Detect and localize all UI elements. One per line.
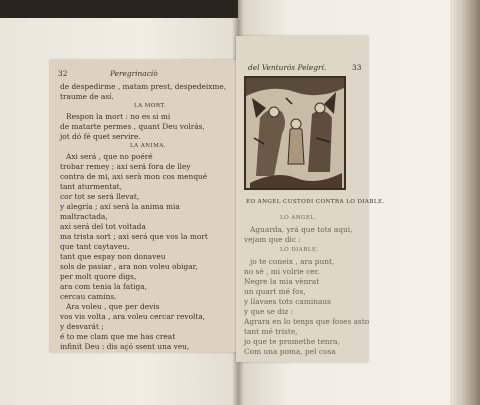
- text-line: infinit Deu : dis açó ssent una veu,: [60, 342, 190, 351]
- text-line: Negre la mia vènrat: [244, 277, 320, 286]
- text-line: que tant caytaveu,: [60, 242, 130, 251]
- text-line: contra de mi, axi serà mon cos menqué: [60, 172, 208, 181]
- text-line: un quart mé fos,: [244, 287, 306, 296]
- text-line: tant aturmentat,: [60, 182, 122, 191]
- page-number: 33: [352, 63, 362, 72]
- text-line: Respon la mort : no es si mi: [66, 112, 171, 121]
- text-line: y desvarát ;: [60, 322, 104, 331]
- text-line: tant que espay non donaveu: [60, 252, 166, 261]
- woodcut-caption: EO ANGEL CUSTODI CONTRA LO DIABLE.: [246, 199, 385, 205]
- text-line: ara com tenia la fatiga,: [60, 282, 147, 291]
- text-line: de despedirme , matam prest, despedeixme,: [60, 82, 227, 91]
- text-line: jo te coneix , ara punt,: [250, 257, 335, 266]
- text-line: axi será del tot voltada: [60, 222, 146, 231]
- text-line: Axi será , que no poéré: [66, 152, 153, 161]
- text-line: de matarte permes , quant Deu volrás,: [60, 122, 205, 131]
- text-line: y alegría ; axí será la anima mia: [60, 202, 180, 211]
- left-facsimile-sheet: [50, 60, 236, 352]
- text-line: y llavaes tots caminaus: [244, 297, 331, 306]
- running-head: del Venturós Pelegrí.: [248, 63, 327, 72]
- text-line: Com una poma, pel cosa: [244, 347, 336, 356]
- speaker-heading: LO DIABLE.: [280, 247, 319, 253]
- text-line: y que se diz :: [244, 307, 294, 316]
- page-edges: [450, 0, 480, 405]
- text-line: Ara voleu , que per devis: [66, 302, 160, 311]
- woodcut-figures: [246, 78, 344, 188]
- text-line: cor tot se será llevat,: [60, 192, 140, 201]
- text-line: jo que te promethe tenra,: [244, 337, 340, 346]
- speaker-heading: LA ANIMA.: [130, 143, 166, 149]
- text-line: cercau camins.: [60, 292, 117, 301]
- text-line: no sé , mi volrie cer.: [244, 267, 320, 276]
- text-line: vos vis volta , ara voleu cercar revolta,: [60, 312, 206, 321]
- text-line: Agrara en lo tenps que foses asto: [244, 317, 370, 326]
- text-line: sols de pasiar , ara non voleu obigar,: [60, 262, 198, 271]
- text-line: per molt quore digs,: [60, 272, 137, 281]
- running-head: Peregrinaciò: [110, 69, 158, 78]
- right-facsimile-sheet: [236, 36, 385, 362]
- text-line: é to me clam que me has creat: [60, 332, 176, 341]
- text-line: Aguarda, yrá que tots aqui,: [250, 225, 353, 234]
- text-line: ma trista sort ; axi será que vos la mort: [60, 232, 208, 241]
- text-line: vejam que dic :: [244, 235, 301, 244]
- speaker-heading: LA MORT.: [134, 103, 166, 109]
- text-line: maltractada,: [60, 212, 108, 221]
- page-number: 32: [58, 69, 68, 78]
- woodcut-illustration: [244, 76, 346, 190]
- text-line: jot dó fé quet servire.: [60, 132, 141, 141]
- text-line: trobar remey ; axi será fora de lley: [60, 162, 191, 171]
- text-line: tant mé triste,: [244, 327, 298, 336]
- speaker-heading: LO ANGEL.: [280, 215, 317, 221]
- text-line: traume de así.: [60, 92, 114, 101]
